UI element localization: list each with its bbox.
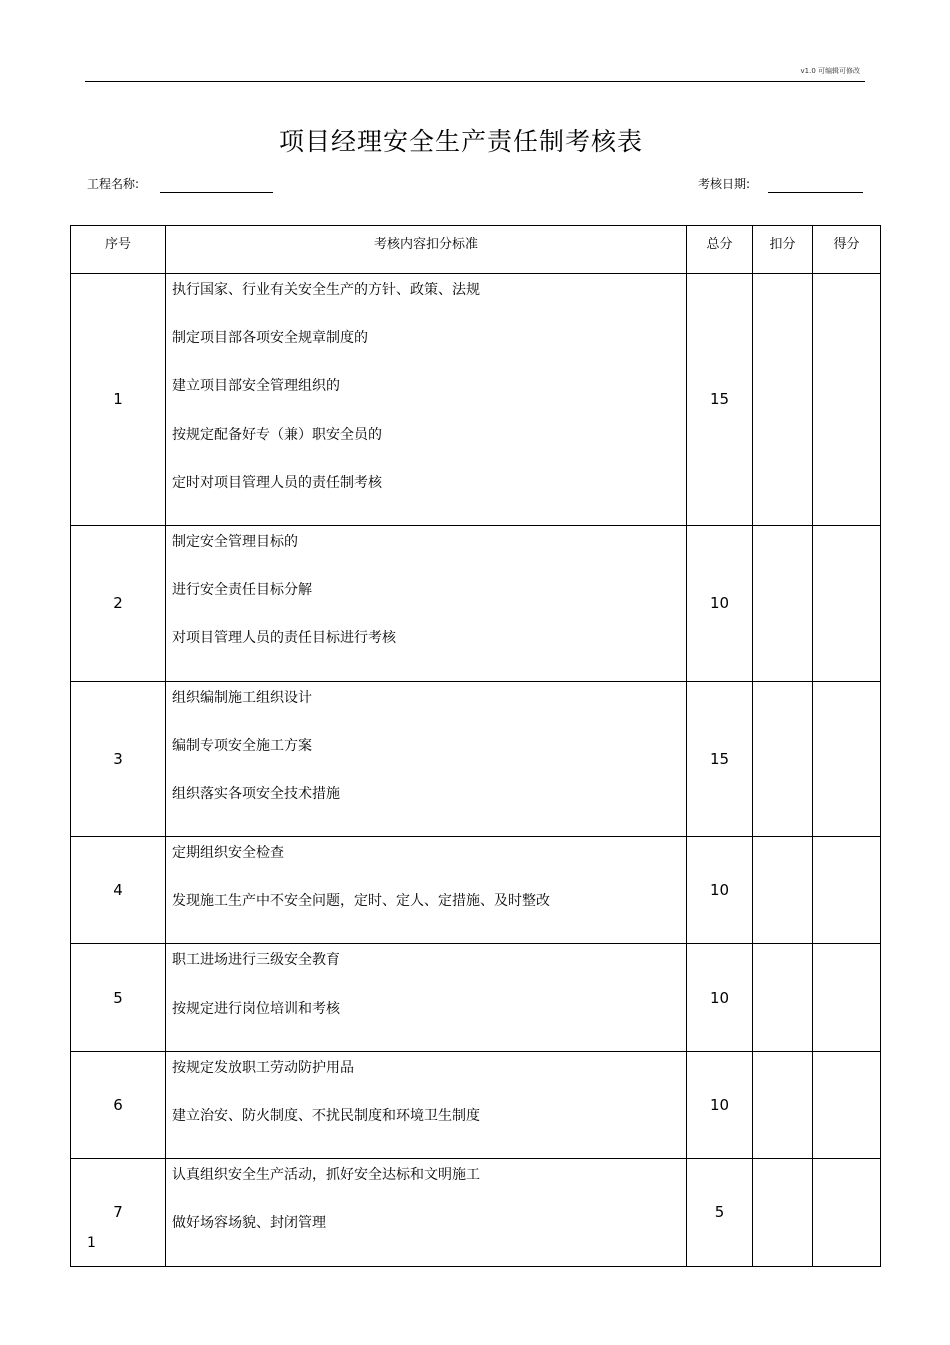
deduct-cell[interactable]: [753, 944, 813, 1051]
criteria-item: 编制专项安全施工方案: [172, 737, 312, 754]
deduct-cell[interactable]: [753, 837, 813, 944]
total-points: 10: [687, 525, 753, 681]
criteria-cell: [166, 1051, 687, 1158]
table-row: [71, 681, 881, 837]
criteria-item: 执行国家、行业有关安全生产的方针、政策、法规: [172, 282, 480, 298]
total-points: 10: [687, 1051, 753, 1158]
col-header-deduct: 扣分: [753, 226, 813, 274]
score-cell[interactable]: [813, 837, 881, 944]
row-number: 6: [71, 1051, 166, 1158]
criteria-cell: [166, 681, 687, 837]
score-cell[interactable]: [813, 944, 881, 1051]
criteria-item: 职工进场进行三级安全教育: [172, 952, 340, 969]
table-header-row: [71, 226, 881, 274]
criteria-item: 定期组织安全检查: [172, 845, 284, 862]
assessment-table: [70, 225, 881, 1267]
row-number: 2: [71, 525, 166, 681]
score-cell[interactable]: [813, 274, 881, 526]
criteria-item: 做好场容场貌、封闭管理: [172, 1215, 326, 1232]
table-row: [71, 274, 881, 526]
criteria-item: 认真组织安全生产活动，抓好安全达标和文明施工: [172, 1167, 480, 1184]
total-points: 15: [687, 274, 753, 526]
table-row: [71, 837, 881, 944]
total-points: 10: [687, 944, 753, 1051]
score-cell[interactable]: [813, 1159, 881, 1266]
project-name-field[interactable]: [160, 192, 273, 193]
total-points: 10: [687, 837, 753, 944]
row-number: 7: [71, 1159, 166, 1266]
table-row: [71, 1159, 881, 1266]
criteria-item: 制定安全管理目标的: [172, 533, 298, 550]
criteria-item: 建立治安、防火制度、不扰民制度和环境卫生制度: [172, 1108, 480, 1124]
score-cell[interactable]: [813, 1051, 881, 1158]
col-header-no: 序号: [71, 226, 166, 274]
score-cell[interactable]: [813, 681, 881, 837]
criteria-item: 按规定配备好专（兼）职安全员的: [172, 426, 382, 443]
deduct-cell[interactable]: [753, 1159, 813, 1266]
score-cell[interactable]: [813, 525, 881, 681]
criteria-item: 进行安全责任目标分解: [172, 582, 312, 599]
total-points: 5: [687, 1159, 753, 1266]
criteria-item: 制定项目部各项安全规章制度的: [172, 330, 368, 347]
criteria-item: 对项目管理人员的责任目标进行考核: [172, 630, 396, 647]
col-header-score: 得分: [813, 226, 881, 274]
deduct-cell[interactable]: [753, 274, 813, 526]
criteria-item: 建立项目部安全管理组织的: [172, 378, 340, 395]
criteria-item: 按规定发放职工劳动防护用品: [172, 1059, 354, 1076]
criteria-cell: [166, 944, 687, 1051]
deduct-cell[interactable]: [753, 1051, 813, 1158]
total-points: 15: [687, 681, 753, 837]
page-number: 1: [87, 1235, 96, 1251]
row-number: 1: [71, 274, 166, 526]
row-number: 4: [71, 837, 166, 944]
table-row: [71, 1051, 881, 1158]
assessment-date-field[interactable]: [768, 192, 863, 193]
criteria-cell: [166, 525, 687, 681]
criteria-cell: [166, 837, 687, 944]
page-title: 项目经理安全生产责任制考核表: [278, 127, 643, 156]
criteria-item: 按规定进行岗位培训和考核: [172, 1000, 340, 1017]
table-row: [71, 525, 881, 681]
row-number: 3: [71, 681, 166, 837]
row-number: 5: [71, 944, 166, 1051]
criteria-item: 组织编制施工组织设计: [172, 689, 312, 706]
assessment-date-label: 考核日期:: [698, 177, 751, 191]
criteria-cell: [166, 1159, 687, 1266]
project-name-label: 工程名称:: [87, 177, 140, 191]
criteria-item: 组织落实各项安全技术措施: [172, 785, 340, 802]
deduct-cell[interactable]: [753, 525, 813, 681]
criteria-item: 定时对项目管理人员的责任制考核: [172, 474, 382, 491]
version-note: v1.0 可编辑可修改: [800, 67, 860, 75]
criteria-item: 发现施工生产中不安全问题，定时、定人、定措施、及时整改: [172, 893, 550, 910]
criteria-cell: [166, 274, 687, 526]
header-rule: [85, 81, 865, 82]
deduct-cell[interactable]: [753, 681, 813, 837]
col-header-content: 考核内容扣分标准: [166, 226, 687, 274]
col-header-total: 总分: [687, 226, 753, 274]
table-row: [71, 944, 881, 1051]
